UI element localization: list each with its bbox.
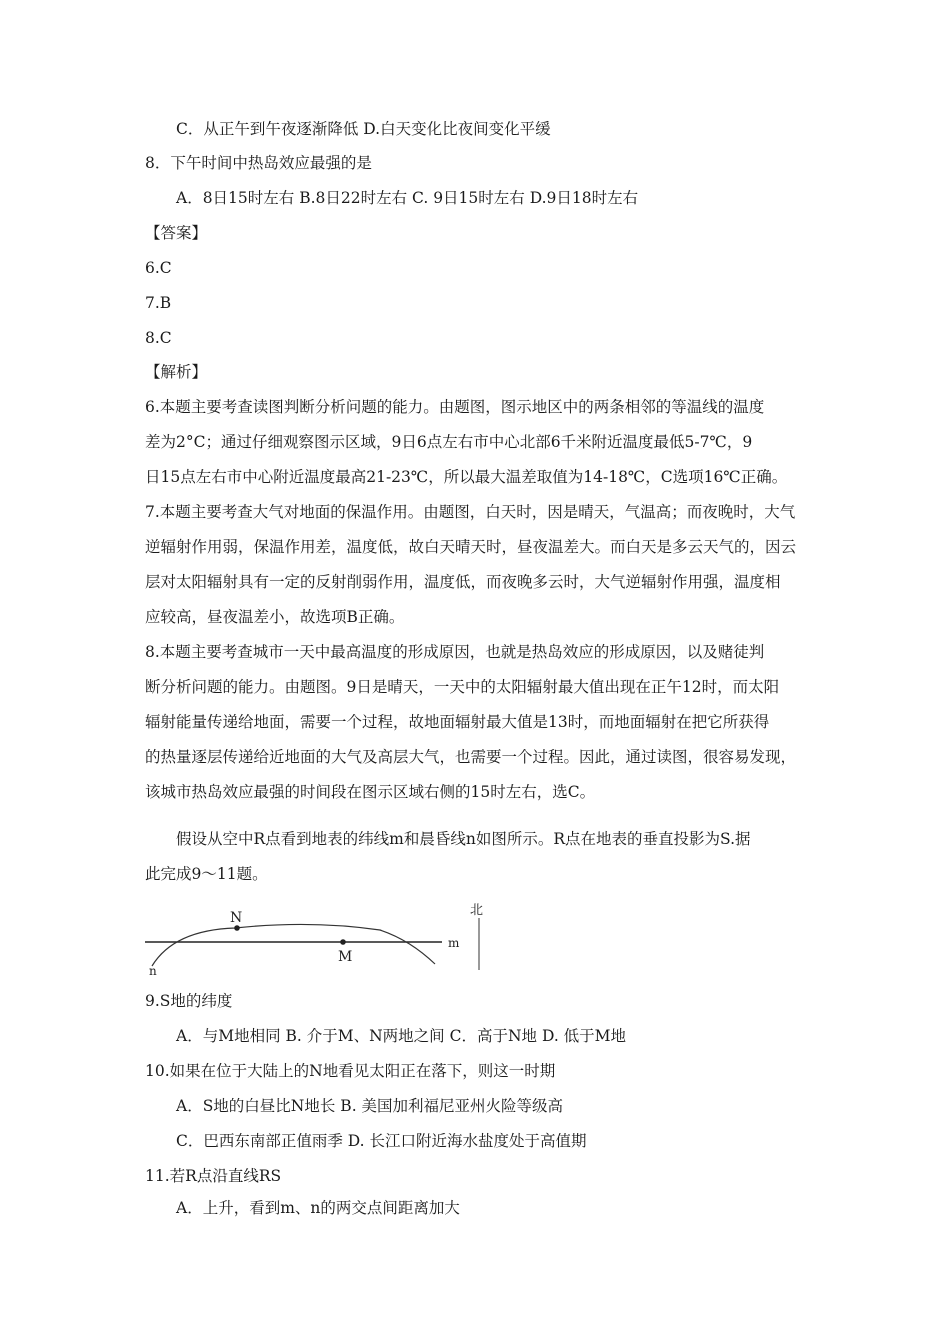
- q7-options-cd: C．从正午到午夜逐渐降低 D.白天变化比夜间变化平缓: [176, 120, 551, 138]
- q8-stem: 8．下午时间中热岛效应最强的是: [145, 154, 372, 172]
- answer-7: 7.B: [145, 294, 172, 312]
- q10-stem: 10.如果在位于大陆上的N地看见太阳正在落下，则这一时期: [145, 1062, 556, 1080]
- passage-line1: 假设从空中R点看到地表的纬线m和晨昏线n如图所示。R点在地表的垂直投影为S.据: [176, 830, 751, 848]
- line-n-label: n: [149, 964, 157, 978]
- terminator-curve-n: [152, 924, 435, 966]
- passage-line2: 此完成9～11题。: [145, 865, 268, 883]
- terminator-figure: [140, 900, 500, 984]
- answer-heading: 【答案】: [145, 224, 208, 242]
- q8-options: A．8日15时左右 B.8日22时左右 C. 9日15时左右 D.9日18时左右: [176, 189, 639, 207]
- q9-stem: 9.S地的纬度: [145, 992, 233, 1010]
- point-m-label: M: [338, 949, 353, 965]
- analysis-8-line4: 的热量逐层传递给近地面的大气及高层大气，也需要一个过程。因此，通过读图，很容易发现，: [145, 748, 797, 766]
- analysis-heading: 【解析】: [145, 363, 208, 381]
- q10-options-ab: A．S地的白昼比N地长 B. 美国加利福尼亚州火险等级高: [176, 1097, 564, 1115]
- north-label: 北: [470, 903, 484, 918]
- point-n-dot: [234, 925, 240, 931]
- analysis-8-line2: 断分析问题的能力。由题图。9日是晴天，一天中的太阳辐射最大值出现在正午12时，而太阳: [145, 678, 780, 696]
- point-m-dot: [340, 939, 346, 945]
- q9-options: A．与M地相同 B. 介于M、N两地之间 C．高于N地 D. 低于M地: [176, 1027, 627, 1045]
- q11-stem: 11.若R点沿直线RS: [145, 1167, 282, 1185]
- analysis-7-line1: 7.本题主要考查大气对地面的保温作用。由题图，白天时，因是晴天，气温高；而夜晚时，大气: [145, 503, 796, 521]
- line-m-label: m: [448, 936, 460, 950]
- analysis-8-line3: 辐射能量传递给地面，需要一个过程，故地面辐射最大值是13时，而地面辐射在把它所获得: [145, 713, 770, 731]
- answer-8: 8.C: [145, 329, 172, 347]
- analysis-6-line1: 6.本题主要考查读图判断分析问题的能力。由题图，图示地区中的两条相邻的等温线的温度: [145, 398, 765, 416]
- analysis-6-line3: 日15点左右市中心附近温度最高21-23℃，所以最大温差取值为14-18℃，C选项16℃正确。: [145, 468, 788, 486]
- analysis-8-line1: 8.本题主要考查城市一天中最高温度的形成原因，也就是热岛效应的形成原因，以及赌徒判: [145, 643, 765, 661]
- q10-options-cd: C．巴西东南部正值雨季 D. 长江口附近海水盐度处于高值期: [176, 1132, 587, 1150]
- analysis-8-line5: 该城市热岛效应最强的时间段在图示区域右侧的15时左右，选C。: [145, 783, 596, 801]
- answer-6: 6.C: [145, 259, 172, 277]
- point-n-label: N: [230, 910, 243, 926]
- terminator-diagram: [140, 900, 500, 980]
- q11-option-a: A．上升，看到m、n的两交点间距离加大: [176, 1199, 460, 1217]
- analysis-7-line3: 层对太阳辐射具有一定的反射削弱作用，温度低，而夜晚多云时，大气逆辐射作用强，温度相: [145, 573, 781, 591]
- analysis-7-line4: 应较高，昼夜温差小，故选项B正确。: [145, 608, 405, 626]
- analysis-7-line2: 逆辐射作用弱，保温作用差，温度低，故白天晴天时，昼夜温差大。而白天是多云天气的，因云: [145, 538, 797, 556]
- analysis-6-line2: 差为2°C；通过仔细观察图示区域，9日6点左右市中心北部6千米附近温度最低5-7℃，9: [145, 433, 753, 451]
